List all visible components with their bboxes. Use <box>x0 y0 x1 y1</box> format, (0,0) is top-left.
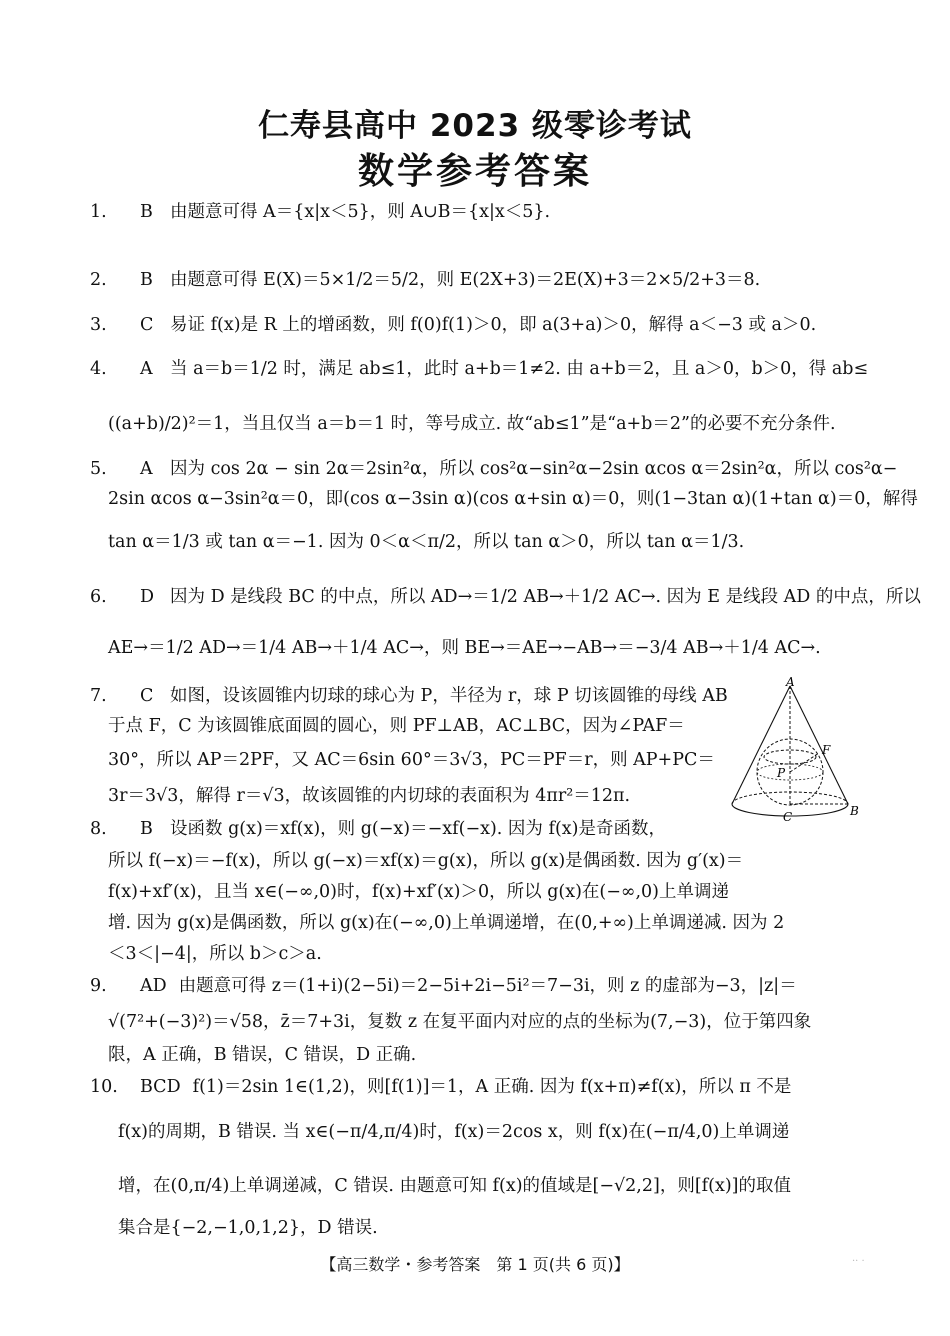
document-title: 数学参考答案 <box>357 151 592 192</box>
solution-line: AE→＝1/2 AD→＝1/4 AB→＋1/4 AC→，则 BE→＝AE→−AB→＝−3/4 AB→＋1/4 AC→. <box>108 638 821 658</box>
exam-title: 仁寿县高中 2023 级零诊考试 <box>258 108 692 144</box>
solution-line: 限，A 正确，B 错误，C 错误，D 正确. <box>108 1045 417 1065</box>
solution-line: 当 a＝b＝1/2 时，满足 ab≤1，此时 a+b＝1≠2. 由 a+b＝2，且 a＞0，b＞0，得 ab≤ <box>170 359 869 379</box>
solution-line: 由题意可得 E(X)＝5×1/2＝5/2，则 E(2X+3)＝2E(X)+3＝2×5/2+3＝8. <box>170 270 761 290</box>
question-7 <box>90 682 728 707</box>
question-3 <box>90 311 816 336</box>
question-number: 10. <box>90 1077 118 1097</box>
question-4 <box>90 355 868 380</box>
solution-line: f(x)+xf′(x)，且当 x∈(−∞,0)时，f(x)+xf′(x)＞0，所以 g(x)在(−∞,0)上单调递 <box>108 882 730 902</box>
corner-mark: ·· · <box>852 1256 865 1267</box>
cone-right-generatrix <box>790 686 848 804</box>
answer-choice: B <box>140 202 153 222</box>
solution-line: 增. 因为 g(x)是偶函数，所以 g(x)在(−∞,0)上单调递增，在(0,+∞)上单调递减. 因为 2 <box>108 913 785 933</box>
question-10 <box>90 1073 791 1098</box>
answer-choice: A <box>140 359 153 379</box>
solution-line: 如图，设该圆锥内切球的球心为 P，半径为 r，球 P 切该圆锥的母线 AB <box>170 686 728 706</box>
solution-line: ((a+b)/2)²＝1，当且仅当 a＝b＝1 时，等号成立. 故“ab≤1”是“a+b＝2”的必要不充分条件. <box>108 414 836 434</box>
solution-line: 增，在(0,π/4)上单调递减，C 错误. 由题意可知 f(x)的值域是[−√2,2]，则[f(x)]的取值 <box>118 1176 791 1196</box>
question-number: 4. <box>90 359 107 379</box>
question-2 <box>90 266 760 291</box>
radius-pf <box>790 753 819 772</box>
label-a: A <box>786 676 795 689</box>
answer-choice: C <box>140 315 154 335</box>
answer-choice: C <box>140 686 154 706</box>
question-number: 6. <box>90 587 107 607</box>
solution-line: 易证 f(x)是 R 上的增函数，则 f(0)f(1)＞0，即 a(3+a)＞0，解得 a＜−3 或 a＞0. <box>170 315 817 335</box>
solution-line: √(7²+(−3)²)＝√58，z̄＝7+3i，复数 z 在复平面内对应的点的坐标为(7,−3)，位于第四象 <box>108 1012 812 1032</box>
question-number: 7. <box>90 686 107 706</box>
solution-line: f(1)＝2sin 1∈(1,2)，则[f(1)]＝1，A 正确. 因为 f(x+π)≠f(x)，所以 π 不是 <box>192 1077 792 1097</box>
solution-line: tan α＝1/3 或 tan α＝−1. 因为 0＜α＜π/2，所以 tan α＞0，所以 tan α＝1/3. <box>108 532 745 552</box>
solution-line: 于点 F，C 为该圆锥底面圆的圆心，则 PF⊥AB，AC⊥BC，因为∠PAF＝ <box>108 716 685 736</box>
answer-choice: B <box>140 270 153 290</box>
solution-line: 30°，所以 AP＝2PF，又 AC＝6sin 60°＝3√3，PC＝PF＝r，则 AP+PC＝ <box>108 750 715 770</box>
answer-choice: A <box>140 459 153 479</box>
question-9 <box>90 972 797 997</box>
solution-line: 由题意可得 A＝{x|x＜5}，则 A∪B＝{x|x＜5}. <box>170 202 551 222</box>
question-number: 1. <box>90 202 107 222</box>
question-number: 8. <box>90 819 107 839</box>
solution-line: 所以 f(−x)＝−f(x)，所以 g(−x)＝xf(x)＝g(x)，所以 g(x)是偶函数. 因为 g′(x)＝ <box>108 851 744 871</box>
solution-line: f(x)的周期，B 错误. 当 x∈(−π/4,π/4)时，f(x)＝2cos x，则 f(x)在(−π/4,0)上单调递 <box>118 1122 790 1142</box>
question-number: 9. <box>90 976 107 996</box>
question-1 <box>90 198 550 223</box>
question-5 <box>90 455 897 480</box>
question-6 <box>90 583 921 608</box>
solution-line: 设函数 g(x)＝xf(x)，则 g(−x)＝−xf(−x). 因为 f(x)是奇函数， <box>170 819 666 839</box>
question-number: 2. <box>90 270 107 290</box>
answer-choice: AD <box>140 976 167 996</box>
label-p: P <box>777 766 786 780</box>
answer-choice: B <box>140 819 153 839</box>
answer-choice: D <box>140 587 155 607</box>
solution-line: 因为 D 是线段 BC 的中点，所以 AD→＝1/2 AB→＋1/2 AC→. 因为 E 是线段 AD 的中点，所以 <box>170 587 921 607</box>
question-number: 3. <box>90 315 107 335</box>
solution-line: 因为 cos 2α − sin 2α＝2sin²α，所以 cos²α−sin²α−2sin αcos α＝2sin²α，所以 cos²α− <box>170 459 898 479</box>
cone-inscribed-sphere-figure <box>724 676 864 826</box>
label-c: C <box>783 810 793 824</box>
label-b: B <box>850 804 859 818</box>
question-number: 5. <box>90 459 107 479</box>
answer-choice: BCD <box>140 1077 181 1097</box>
solution-line: 3r＝3√3，解得 r＝√3，故该圆锥的内切球的表面积为 4πr²＝12π. <box>108 786 631 806</box>
solution-line: 集合是{−2,−1,0,1,2}，D 错误. <box>118 1218 378 1238</box>
solution-line: 由题意可得 z＝(1+i)(2−5i)＝2−5i+2i−5i²＝7−3i，则 z 的虚部为−3，|z|＝ <box>178 976 797 996</box>
solution-line: 2sin αcos α−3sin²α＝0，即(cos α−3sin α)(cos α+sin α)＝0，则(1−3tan α)(1+tan α)＝0，解得 <box>108 489 918 509</box>
question-8 <box>90 815 666 840</box>
solution-line: ＜3＜|−4|，所以 b＞c＞a. <box>108 944 322 964</box>
cone-left-generatrix <box>732 686 790 804</box>
page-footer: 【高三数学・参考答案 第 1 页(共 6 页)】 <box>320 1255 630 1274</box>
label-f: F <box>822 743 831 757</box>
